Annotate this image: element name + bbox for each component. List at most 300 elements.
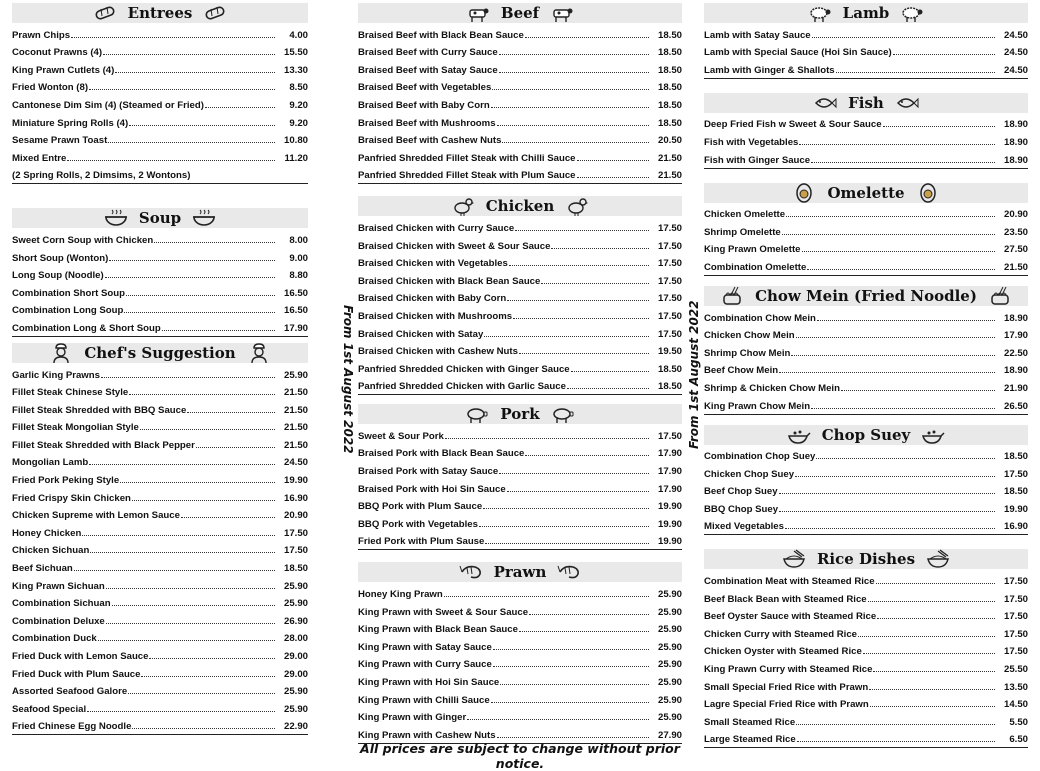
menu-item-name: Fillet Steak Shredded with Black Pepper bbox=[12, 439, 195, 451]
menu-item bbox=[358, 706, 682, 724]
menu-item bbox=[12, 76, 308, 94]
chef-icon bbox=[48, 343, 74, 363]
section-chicken bbox=[358, 196, 682, 395]
menu-item-price: 18.50 bbox=[657, 99, 682, 111]
menu-item-name: King Prawn Chow Mein bbox=[704, 400, 811, 412]
menu-item-price: 25.90 bbox=[283, 703, 308, 715]
menu-item-name: Combination Long Soup bbox=[12, 305, 124, 317]
menu-item bbox=[358, 322, 682, 340]
dot-leader bbox=[445, 438, 649, 439]
section-rice-dishes bbox=[704, 549, 1028, 748]
menu-item-name: Small Special Fried Rice with Prawn bbox=[704, 681, 869, 693]
menu-item-name: Combination Short Soup bbox=[12, 287, 125, 299]
dot-leader bbox=[98, 640, 275, 641]
menu-item-price: 17.50 bbox=[1003, 646, 1028, 658]
menu-item-name: Beef Chop Suey bbox=[704, 486, 778, 498]
menu-item-price: 13.50 bbox=[1003, 681, 1028, 693]
menu-item-price: 9.20 bbox=[289, 117, 308, 129]
menu-item-name: Prawn Chips bbox=[12, 29, 71, 41]
menu-item-name: Beef Chow Mein bbox=[704, 365, 779, 377]
menu-item bbox=[358, 723, 682, 741]
dot-leader bbox=[868, 601, 995, 602]
dot-leader bbox=[124, 312, 275, 313]
dot-leader bbox=[876, 583, 995, 584]
menu-item bbox=[358, 600, 682, 618]
menu-item-name: Lamb with Satay Sauce bbox=[704, 29, 811, 41]
menu-item-price: 25.90 bbox=[283, 598, 308, 610]
menu-item-price: 25.90 bbox=[657, 677, 682, 688]
menu-item bbox=[12, 398, 308, 416]
section-fish bbox=[704, 93, 1028, 169]
menu-item bbox=[704, 220, 1028, 238]
dot-leader bbox=[129, 394, 275, 395]
menu-item-price: 15.50 bbox=[283, 47, 308, 59]
menu-item-name: Mixed Entre bbox=[12, 152, 67, 164]
menu-item-name: Assorted Seafood Galore bbox=[12, 686, 128, 698]
menu-item-name: Fried Crispy Skin Chicken bbox=[12, 492, 131, 504]
menu-item bbox=[704, 255, 1028, 273]
dot-leader bbox=[571, 371, 649, 372]
menu-item-price: 17.50 bbox=[283, 545, 308, 557]
menu-item-name: Lagre Special Fried Rice with Prawn bbox=[704, 699, 869, 711]
menu-item bbox=[358, 164, 682, 182]
menu-item-price: 9.00 bbox=[289, 252, 308, 264]
dot-leader bbox=[479, 526, 649, 527]
dot-leader bbox=[205, 107, 275, 108]
menu-item-price: 24.50 bbox=[1003, 29, 1028, 41]
menu-column-2 bbox=[358, 0, 682, 744]
menu-item bbox=[358, 216, 682, 234]
menu-item-name: Beef Oyster Sauce with Steamed Rice bbox=[704, 611, 877, 623]
menu-item-price: 18.90 bbox=[1003, 365, 1028, 377]
menu-item-name: Fish with Vegetables bbox=[704, 136, 799, 148]
dot-leader bbox=[782, 234, 995, 235]
menu-item-name: Shrimp Omelette bbox=[704, 226, 781, 238]
menu-item-name: Chicken Omelette bbox=[704, 209, 786, 221]
menu-item-price: 17.50 bbox=[1003, 611, 1028, 623]
menu-item bbox=[704, 306, 1028, 324]
dot-leader bbox=[873, 671, 995, 672]
menu-item bbox=[358, 635, 682, 653]
section-beef bbox=[358, 3, 682, 184]
menu-item-price: 4.00 bbox=[289, 29, 308, 41]
menu-item-name: Panfried Shredded Fillet Steak with Chilli Sauce bbox=[358, 152, 576, 164]
menu-item bbox=[358, 477, 682, 495]
menu-item-name: Fried Duck with Plum Sauce bbox=[12, 668, 141, 680]
dot-leader bbox=[101, 377, 275, 378]
menu-item bbox=[12, 416, 308, 434]
dot-leader bbox=[492, 89, 649, 90]
prawn-icon bbox=[556, 562, 582, 582]
menu-item-name: Honey King Prawn bbox=[358, 589, 443, 601]
menu-item bbox=[704, 58, 1028, 76]
menu-item-price: 21.50 bbox=[283, 387, 308, 399]
prawn-icon bbox=[458, 562, 484, 582]
menu-item bbox=[704, 515, 1028, 533]
menu-item-name: BBQ Pork with Plum Sauce bbox=[358, 501, 483, 513]
menu-item bbox=[358, 495, 682, 513]
dot-leader bbox=[120, 482, 275, 483]
menu-item-name: Fillet Steak Mongolian Style bbox=[12, 422, 139, 434]
menu-item bbox=[12, 468, 308, 486]
menu-item-name: Fried Pork Peking Style bbox=[12, 475, 120, 487]
menu-item bbox=[358, 357, 682, 375]
dot-leader bbox=[74, 570, 275, 571]
menu-item bbox=[358, 287, 682, 305]
menu-item-name: Fish with Ginger Sauce bbox=[704, 154, 811, 166]
menu-item-price: 17.90 bbox=[657, 448, 682, 460]
menu-item-price: 5.50 bbox=[1009, 716, 1028, 728]
menu-item-name: Braised Chicken with Vegetables bbox=[358, 258, 508, 270]
menu-item-price: 25.90 bbox=[283, 686, 308, 698]
menu-item bbox=[358, 129, 682, 147]
dot-leader bbox=[103, 54, 275, 55]
dot-leader bbox=[883, 126, 995, 127]
dot-leader bbox=[541, 283, 649, 284]
menu-item-price: 25.90 bbox=[283, 369, 308, 381]
menu-item bbox=[704, 657, 1028, 675]
menu-item bbox=[358, 234, 682, 252]
menu-item bbox=[358, 41, 682, 59]
menu-item-name: Braised Beef with Satay Sauce bbox=[358, 64, 498, 76]
menu-item-price: 16.90 bbox=[283, 492, 308, 504]
menu-item-price: 17.90 bbox=[1003, 330, 1028, 342]
menu-item-price: 17.50 bbox=[657, 310, 682, 322]
dot-leader bbox=[129, 125, 275, 126]
menu-item-name: Chicken Chow Mein bbox=[704, 330, 795, 342]
menu-item bbox=[704, 710, 1028, 728]
dot-leader bbox=[893, 54, 995, 55]
dot-leader bbox=[577, 160, 649, 161]
menu-item bbox=[12, 539, 308, 557]
menu-item-price: 18.50 bbox=[657, 82, 682, 94]
section-header-chicken bbox=[358, 196, 682, 216]
section-title: Pork bbox=[500, 405, 540, 424]
section-lamb bbox=[704, 3, 1028, 79]
menu-item-price: 25.90 bbox=[657, 624, 682, 636]
section-header-chefs bbox=[12, 343, 308, 363]
menu-item-name: Braised Beef with Cashew Nuts bbox=[358, 135, 502, 147]
cow-icon bbox=[549, 3, 575, 23]
menu-item-name: King Prawn Cutlets (4) bbox=[12, 64, 115, 76]
menu-item-name: Long Soup (Noodle) bbox=[12, 270, 104, 282]
menu-item-name: Braised Chicken with Sweet & Sour Sauce bbox=[358, 240, 551, 252]
menu-item-price: 19.50 bbox=[657, 346, 682, 358]
menu-item-name: King Prawn with Curry Sauce bbox=[358, 659, 492, 671]
menu-item bbox=[704, 359, 1028, 377]
menu-item bbox=[704, 462, 1028, 480]
menu-item bbox=[12, 381, 308, 399]
menu-item-name: Combination Long & Short Soup bbox=[12, 322, 161, 334]
menu-item-price: 17.50 bbox=[657, 275, 682, 287]
menu-item-name: Fillet Steak Chinese Style bbox=[12, 387, 129, 399]
section-divider bbox=[358, 183, 682, 184]
dot-leader bbox=[791, 355, 995, 356]
menu-item bbox=[704, 324, 1028, 342]
dot-leader bbox=[858, 636, 995, 637]
menu-item-name: BBQ Pork with Vegetables bbox=[358, 518, 478, 530]
menu-item-price: 21.50 bbox=[283, 404, 308, 416]
dot-leader bbox=[187, 412, 275, 413]
menu-item-name: Chicken Oyster with Steamed Rice bbox=[704, 646, 862, 658]
dot-leader bbox=[141, 676, 275, 677]
noodle-icon bbox=[987, 286, 1013, 306]
dot-leader bbox=[483, 508, 649, 509]
menu-item-name: Deep Fried Fish w Sweet & Sour Sauce bbox=[704, 119, 882, 131]
menu-item-price: 8.80 bbox=[289, 270, 308, 282]
dot-leader bbox=[491, 107, 649, 108]
menu-item-price: 17.90 bbox=[657, 466, 682, 478]
menu-item-name: Braised Beef with Black Bean Sauce bbox=[358, 29, 524, 41]
menu-item-name: Fried Chinese Egg Noodle bbox=[12, 721, 132, 733]
menu-item-price: 21.50 bbox=[657, 152, 682, 164]
menu-item-name: Combination Chow Mein bbox=[704, 312, 816, 324]
menu-item bbox=[704, 394, 1028, 412]
menu-item bbox=[358, 653, 682, 671]
dot-leader bbox=[181, 517, 275, 518]
menu-item-name: Lamb with Ginger & Shallots bbox=[704, 64, 835, 76]
dot-leader bbox=[799, 144, 995, 145]
menu-item-price: 17.50 bbox=[657, 258, 682, 270]
dot-leader bbox=[515, 230, 649, 231]
menu-item bbox=[12, 246, 308, 264]
dot-leader bbox=[519, 631, 649, 632]
menu-item-price: 18.90 bbox=[1003, 136, 1028, 148]
menu-item bbox=[12, 644, 308, 662]
dot-leader bbox=[779, 372, 995, 373]
dot-leader bbox=[196, 447, 275, 448]
menu-item bbox=[704, 238, 1028, 256]
section-header-beef bbox=[358, 3, 682, 23]
menu-item bbox=[12, 609, 308, 627]
menu-item bbox=[704, 23, 1028, 41]
menu-item-name: King Prawn with Satay Sauce bbox=[358, 641, 492, 653]
dot-leader bbox=[499, 473, 649, 474]
section-header-prawn bbox=[358, 562, 682, 582]
dot-leader bbox=[128, 693, 275, 694]
menu-item bbox=[704, 497, 1028, 515]
menu-item bbox=[12, 486, 308, 504]
menu-item-name: Fried Pork with Plum Sause bbox=[358, 536, 485, 548]
menu-item-price: 18.50 bbox=[657, 381, 682, 393]
menu-item-name: Braised Chicken with Mushrooms bbox=[358, 310, 513, 322]
menu-item-price: 21.50 bbox=[1003, 261, 1028, 273]
menu-item bbox=[358, 618, 682, 636]
section-chow-mein bbox=[704, 286, 1028, 415]
menu-item-price: 17.50 bbox=[657, 293, 682, 305]
menu-item-price: 27.50 bbox=[1003, 244, 1028, 256]
dot-leader bbox=[551, 248, 649, 249]
menu-item-price: 17.50 bbox=[1003, 628, 1028, 640]
date-notice-left: From 1st August 2022 bbox=[341, 305, 355, 454]
menu-item bbox=[358, 530, 682, 548]
menu-item-name: Mixed Vegetables bbox=[704, 521, 784, 533]
section-title: Chef's Suggestion bbox=[84, 343, 236, 362]
menu-item-price: 19.90 bbox=[657, 518, 682, 530]
menu-item-name: Sweet & Sour Pork bbox=[358, 430, 444, 442]
menu-item-name: Braised Beef with Curry Sauce bbox=[358, 47, 498, 59]
menu-item bbox=[358, 146, 682, 164]
menu-item-price: 16.50 bbox=[283, 287, 308, 299]
menu-item-name: Small Steamed Rice bbox=[704, 716, 796, 728]
menu-item-price: 27.90 bbox=[657, 729, 682, 741]
section-entrees bbox=[12, 3, 308, 184]
menu-item-price: 14.50 bbox=[1003, 699, 1028, 711]
section-header-omelette bbox=[704, 183, 1028, 203]
dot-leader bbox=[786, 216, 995, 217]
menu-item-price: 17.50 bbox=[657, 430, 682, 442]
menu-item-name: Braised Chicken with Curry Sauce bbox=[358, 222, 515, 234]
section-divider bbox=[12, 183, 308, 184]
menu-item-price: 25.90 bbox=[657, 641, 682, 653]
dot-leader bbox=[132, 728, 275, 729]
menu-item-price: 18.50 bbox=[657, 117, 682, 129]
menu-item bbox=[704, 203, 1028, 221]
dot-leader bbox=[499, 54, 649, 55]
dot-leader bbox=[836, 72, 995, 73]
menu-item bbox=[12, 592, 308, 610]
menu-item-price: 22.50 bbox=[1003, 347, 1028, 359]
menu-item bbox=[12, 23, 308, 41]
egg-icon bbox=[915, 183, 941, 203]
rice-bowl-icon bbox=[781, 549, 807, 569]
menu-item-name: Sesame Prawn Toast bbox=[12, 135, 108, 147]
menu-item bbox=[704, 341, 1028, 359]
menu-item bbox=[704, 675, 1028, 693]
section-divider bbox=[704, 414, 1028, 415]
menu-item-name: Mongolian Lamb bbox=[12, 457, 89, 469]
chicken-icon bbox=[564, 196, 590, 216]
menu-item-price: 24.50 bbox=[1003, 64, 1028, 76]
stir-fry-icon bbox=[920, 425, 946, 445]
section-divider bbox=[704, 747, 1028, 748]
menu-item-name: Honey Chicken bbox=[12, 527, 82, 539]
dot-leader bbox=[796, 724, 995, 725]
menu-item-price: 25.90 bbox=[657, 606, 682, 618]
menu-item-price: 25.90 bbox=[657, 694, 682, 706]
menu-item bbox=[12, 556, 308, 574]
menu-item bbox=[12, 316, 308, 334]
menu-item-price: 20.90 bbox=[283, 510, 308, 522]
menu-item bbox=[704, 640, 1028, 658]
menu-item-name: Chicken Sichuan bbox=[12, 545, 90, 557]
menu-column-1 bbox=[12, 0, 308, 735]
section-divider bbox=[704, 275, 1028, 276]
dot-leader bbox=[484, 336, 649, 337]
dot-leader bbox=[817, 320, 995, 321]
menu-item-name: Combination Meat with Steamed Rice bbox=[704, 576, 875, 588]
menu-item-name: Braised Pork with Satay Sauce bbox=[358, 466, 499, 478]
menu-item-price: 6.50 bbox=[1009, 734, 1028, 746]
menu-item bbox=[358, 23, 682, 41]
dot-leader bbox=[87, 711, 275, 712]
dot-leader bbox=[816, 458, 995, 459]
dot-leader bbox=[90, 552, 275, 553]
pig-icon bbox=[464, 404, 490, 424]
menu-item-name: Beef Sichuan bbox=[12, 563, 73, 575]
menu-item-name: Combination Chop Suey bbox=[704, 451, 816, 463]
egg-icon bbox=[791, 183, 817, 203]
menu-item bbox=[704, 728, 1028, 746]
menu-item-price: 25.90 bbox=[283, 580, 308, 592]
dot-leader bbox=[785, 528, 995, 529]
menu-item-price: 10.80 bbox=[283, 135, 308, 147]
chef-icon bbox=[246, 343, 272, 363]
menu-item-name: Panfried Shredded Chicken with Ginger Sauce bbox=[358, 363, 570, 375]
menu-item-price: 22.90 bbox=[283, 721, 308, 733]
menu-item-name: Beef Black Bean with Steamed Rice bbox=[704, 593, 867, 605]
menu-item-name: Braised Pork with Hoi Sin Sauce bbox=[358, 483, 506, 495]
menu-item bbox=[358, 252, 682, 270]
dot-leader bbox=[870, 706, 995, 707]
sheep-icon bbox=[807, 3, 833, 23]
dot-leader bbox=[507, 300, 649, 301]
menu-item bbox=[358, 424, 682, 442]
menu-item bbox=[358, 512, 682, 530]
price-change-notice: All prices are subject to change without prior notice. bbox=[360, 741, 680, 771]
menu-item-name: Lamb with Special Sauce (Hoi Sin Sauce) bbox=[704, 47, 892, 59]
dot-leader bbox=[525, 455, 649, 456]
dot-leader bbox=[108, 142, 275, 143]
section-divider bbox=[358, 394, 682, 395]
dot-leader bbox=[807, 269, 995, 270]
menu-item-price: 25.90 bbox=[657, 712, 682, 724]
dot-leader bbox=[796, 337, 995, 338]
menu-item-name: Combination Deluxe bbox=[12, 615, 105, 627]
dot-leader bbox=[529, 614, 649, 615]
menu-item-price: 24.50 bbox=[283, 457, 308, 469]
dot-leader bbox=[485, 543, 649, 544]
menu-item-price: 18.50 bbox=[657, 47, 682, 59]
menu-item bbox=[12, 228, 308, 246]
menu-item-name: Braised Beef with Vegetables bbox=[358, 82, 492, 94]
dot-leader bbox=[71, 37, 275, 38]
dot-leader bbox=[89, 464, 275, 465]
menu-item-price: 17.90 bbox=[657, 483, 682, 495]
menu-item bbox=[358, 269, 682, 287]
menu-item bbox=[12, 129, 308, 147]
menu-item-price: 24.50 bbox=[1003, 47, 1028, 59]
menu-item bbox=[358, 459, 682, 477]
menu-item-price: 17.50 bbox=[657, 222, 682, 234]
dot-leader bbox=[577, 177, 649, 178]
menu-item-price: 20.50 bbox=[657, 135, 682, 147]
spring-roll-icon bbox=[202, 3, 228, 23]
menu-item-price: 17.50 bbox=[1003, 468, 1028, 480]
menu-item-name: Sweet Corn Soup with Chicken bbox=[12, 234, 154, 246]
dot-leader bbox=[797, 741, 995, 742]
section-title: Fish bbox=[848, 93, 884, 112]
menu-item-name: Seafood Special bbox=[12, 703, 87, 715]
section-header-chowmein bbox=[704, 286, 1028, 306]
dot-leader bbox=[109, 260, 275, 261]
dot-leader bbox=[509, 265, 649, 266]
menu-item-name: Fillet Steak Shredded with BBQ Sauce bbox=[12, 404, 187, 416]
menu-item-name: Combination Sichuan bbox=[12, 598, 111, 610]
section-pork bbox=[358, 404, 682, 550]
menu-item bbox=[704, 693, 1028, 711]
dot-leader bbox=[812, 37, 995, 38]
section-title: Beef bbox=[500, 4, 540, 22]
menu-item-name: Braised Pork with Black Bean Sauce bbox=[358, 448, 525, 460]
menu-item-price: 21.50 bbox=[283, 439, 308, 451]
section-divider bbox=[704, 534, 1028, 535]
dot-leader bbox=[497, 737, 649, 738]
section-title: Chicken bbox=[485, 197, 555, 216]
menu-item-note: (2 Spring Rolls, 2 Dimsims, 2 Wontons) bbox=[12, 170, 191, 182]
dot-leader bbox=[779, 511, 995, 512]
section-chefs-suggestion bbox=[12, 343, 308, 735]
